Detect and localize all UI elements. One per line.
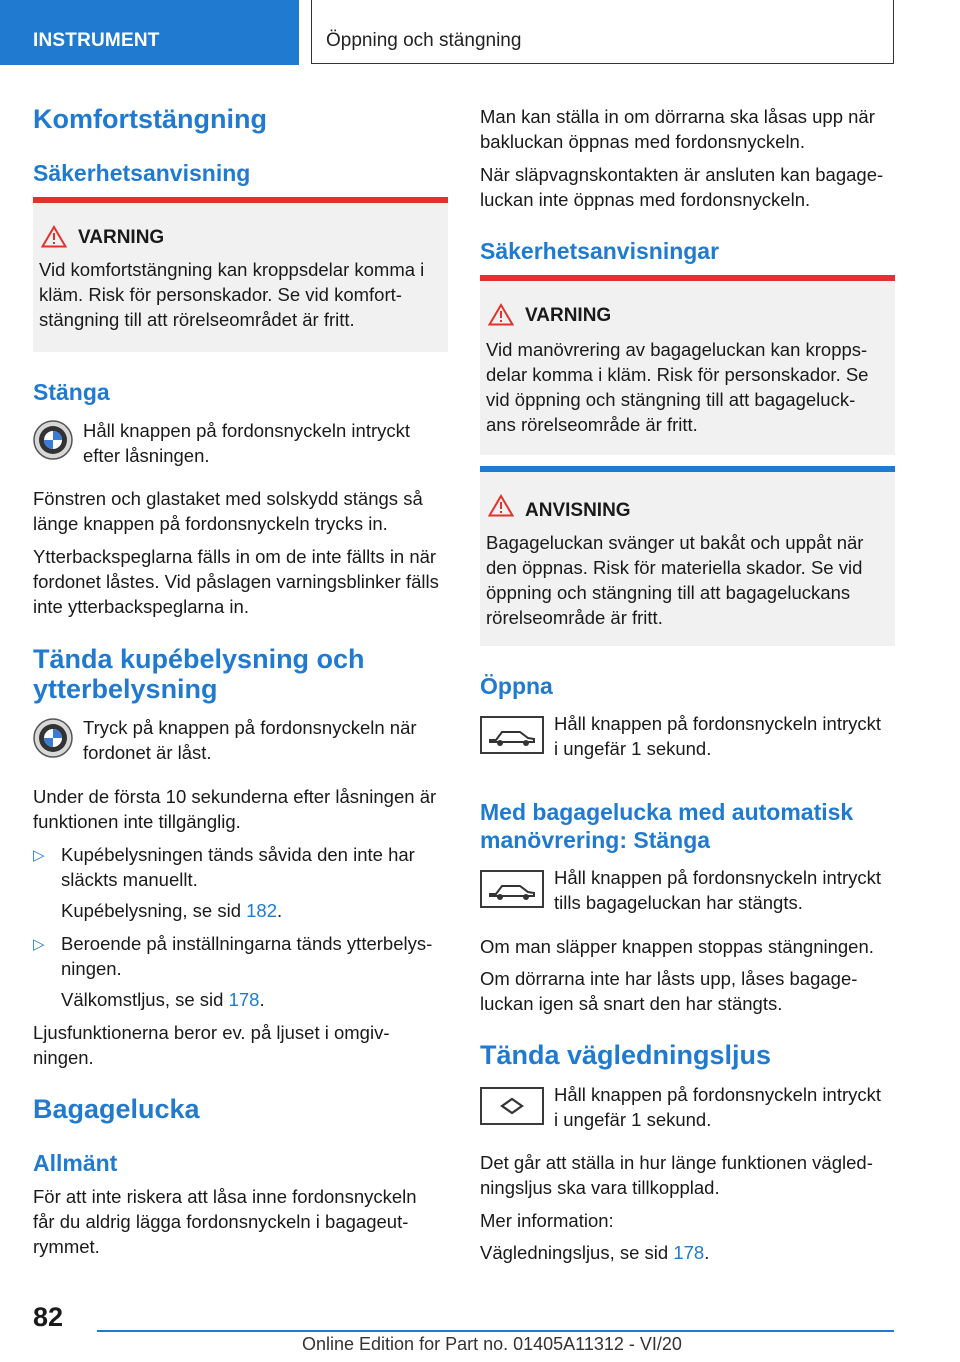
heading-sakerhetsanvisningar: Säkerhetsanvisningar <box>480 238 720 264</box>
notice-text-line: rörelseområde är fritt. <box>486 607 663 628</box>
paragraph-line: Det går att ställa in hur länge funktionen vägled- <box>480 1152 873 1173</box>
paragraph-line: Man kan ställa in om dörrarna ska låsas upp när <box>480 106 875 127</box>
heading-bagagelucka: Bagagelucka <box>33 1094 200 1124</box>
cross-reference: Kupébelysning, se sid <box>61 900 247 921</box>
warning-triangle-icon <box>41 225 67 253</box>
vag-text-line: i ungefär 1 sekund. <box>554 1109 712 1130</box>
paragraph-line: För att inte riskera att låsa inne fordonsnyckeln <box>33 1186 417 1207</box>
car-tailgate-button-icon <box>480 870 544 908</box>
tanda-text-line: Tryck på knappen på fordonsnyckeln när <box>83 717 417 738</box>
paragraph-line: luckan igen så snart den har stängts. <box>480 993 783 1014</box>
chapter-tab <box>311 0 894 64</box>
paragraph-line: luckan inte öppnas med fordonsnyckeln. <box>480 189 811 210</box>
warning-text-line: Vid manövrering av bagageluckan kan kropps- <box>486 339 868 360</box>
warning-text-line: stängning till att rörelseområdet är fritt. <box>39 309 355 330</box>
auto-text-line: Håll knappen på fordonsnyckeln intryckt <box>554 867 882 888</box>
heading-sakerhetsanvisning: Säkerhetsanvisning <box>33 160 251 186</box>
cross-reference: Vägledningsljus, se sid <box>480 1242 674 1263</box>
paragraph-line: ningsljus ska vara tillkopplad. <box>480 1177 720 1198</box>
warning-text-line: vid öppning och stängning till att bagageluck- <box>486 389 856 410</box>
warning-title: VARNING <box>78 227 165 248</box>
cross-reference: Välkomstljus, se sid <box>61 989 229 1010</box>
tanda-text-line: fordonet är låst. <box>83 742 212 763</box>
heading-tanda-kupebelysning: ytterbelysning <box>33 674 218 704</box>
heading-automatisk: Med bagagelucka med automatisk <box>480 799 854 825</box>
paragraph-line: Under de första 10 sekunderna efter låsningen är <box>33 786 437 807</box>
footer-rule <box>97 1330 894 1332</box>
heading-stanga: Stänga <box>33 379 110 405</box>
list-item-line: Kupébelysningen tänds såvida den inte har <box>61 844 415 865</box>
bmw-key-button-icon <box>33 420 73 465</box>
warning-title: VARNING <box>525 305 612 326</box>
notice-box <box>480 466 895 646</box>
warning-box <box>480 275 895 455</box>
paragraph-line: ningen. <box>33 1047 94 1068</box>
paragraph-line: Om man släpper knappen stoppas stängningen. <box>480 936 874 957</box>
oppna-text-line: Håll knappen på fordonsnyckeln intryckt <box>554 713 882 734</box>
warning-text-line: Vid komfortstängning kan kroppsdelar komma i <box>39 259 425 280</box>
paragraph-line: Ljusfunktionerna beror ev. på ljuset i omgiv- <box>33 1022 390 1043</box>
warning-text-line: kläm. Risk för personskador. Se vid komfort- <box>39 284 402 305</box>
guide-light-button-icon <box>480 1087 544 1125</box>
vag-text-line: Håll knappen på fordonsnyckeln intryckt <box>554 1084 882 1105</box>
stanga-text-line: Håll knappen på fordonsnyckeln intryckt <box>83 420 411 441</box>
paragraph-line: länge knappen på fordonsnyckeln trycks in. <box>33 513 388 534</box>
warning-text-line: ans rörelseområde är fritt. <box>486 414 698 435</box>
paragraph-line: Mer information: <box>480 1210 614 1231</box>
oppna-text-line: i ungefär 1 sekund. <box>554 738 712 759</box>
notice-text-line: Bagageluckan svänger ut bakåt och uppåt när <box>486 532 864 553</box>
list-item-line: Beroende på inställningarna tänds ytterbelys- <box>61 933 433 954</box>
paragraph-line: funktionen inte tillgänglig. <box>33 811 241 832</box>
section-title: INSTRUMENT <box>33 30 160 51</box>
paragraph-line: bakluckan öppnas med fordonsnyckeln. <box>480 131 805 152</box>
notice-text-line: den öppnas. Risk för materiella skador. Se vid <box>486 557 863 578</box>
stanga-text-line: efter låsningen. <box>83 445 210 466</box>
notice-title: ANVISNING <box>525 500 631 521</box>
warning-box <box>33 197 448 352</box>
notice-text-line: öppning och stängning till att bagageluckans <box>486 582 851 603</box>
bullet-triangle-icon: ▷ <box>33 936 45 953</box>
notice-triangle-icon <box>488 494 514 522</box>
heading-automatisk: manövrering: Stänga <box>480 827 711 853</box>
heading-tanda-kupebelysning: Tända kupébelysning och <box>33 644 365 674</box>
list-item-line: ningen. <box>61 958 122 979</box>
auto-text-line: tills bagageluckan har stängts. <box>554 892 803 913</box>
paragraph-line: får du aldrig lägga fordonsnyckeln i bagageut- <box>33 1211 409 1232</box>
page-number: 82 <box>33 1302 64 1332</box>
section-tab <box>0 0 299 65</box>
heading-allmant: Allmänt <box>33 1150 118 1176</box>
paragraph-line: Ytterbackspeglarna fälls in om de inte fällts in när <box>33 546 437 567</box>
heading-vagledningsljus: Tända vägledningsljus <box>480 1040 772 1070</box>
warning-triangle-icon <box>488 303 514 331</box>
paragraph-line: fordonet låstes. Vid påslagen varningsblinker fälls <box>33 571 439 592</box>
car-tailgate-button-icon <box>480 716 544 754</box>
paragraph-line: Om dörrarna inte har låsts upp, låses bagage- <box>480 968 858 989</box>
heading-komfortstangning: Komfortstängning <box>33 104 267 134</box>
paragraph-line: När släpvagnskontakten är ansluten kan bagage- <box>480 164 884 185</box>
edition-text: Online Edition for Part no. 01405A11312 - VI/20 <box>302 1334 682 1354</box>
page-link[interactable]: 178 <box>673 1242 705 1263</box>
paragraph-line: Fönstren och glastaket med solskydd stängs så <box>33 488 423 509</box>
page-link[interactable]: 182 <box>246 900 277 921</box>
paragraph-line: inte ytterbackspeglarna in. <box>33 596 249 617</box>
chapter-title: Öppning och stängning <box>326 30 522 51</box>
bmw-key-button-icon <box>33 718 73 763</box>
warning-text-line: delar komma i kläm. Risk för personskador. Se <box>486 364 869 385</box>
bullet-triangle-icon: ▷ <box>33 847 45 864</box>
paragraph-line: rymmet. <box>33 1236 100 1257</box>
page-link[interactable]: 178 <box>228 989 260 1010</box>
list-item-line: släckts manuellt. <box>61 869 198 890</box>
heading-oppna: Öppna <box>480 673 553 699</box>
